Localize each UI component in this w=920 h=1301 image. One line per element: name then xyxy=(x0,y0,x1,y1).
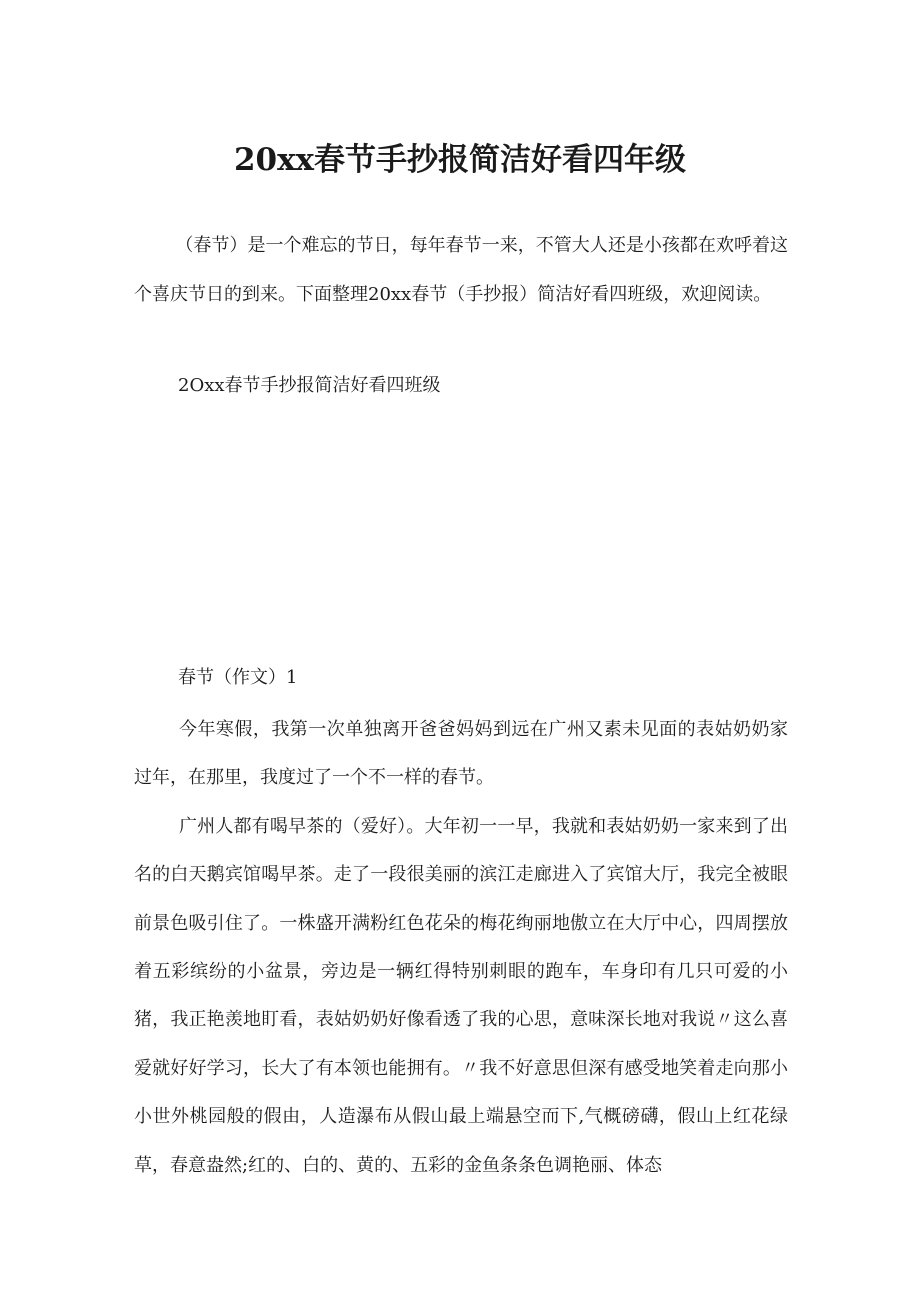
document-title: 20xx春节手抄报简洁好看四年级 xyxy=(233,142,687,178)
essay-heading: 春节（作文）1 xyxy=(178,667,298,688)
subheading: 2Oxx春节手抄报简洁好看四班级 xyxy=(178,375,441,396)
essay-body xyxy=(134,706,788,1190)
intro-paragraph: （春节）是一个难忘的节日，每年春节一来，不管大人还是小孩都在欢呼着这个喜庆节日的到来。下面整理20xx春节（手抄报）简洁好看四班级，欢迎阅读。 xyxy=(134,235,788,305)
essay-paragraph: 广州人都有喝早茶的（爱好）。大年初一一早，我就和表姑奶奶一家来到了出名的白天鹅宾馆喝早茶。走了一段很美丽的滨江走廊进入了宾馆大厅，我完全被眼前景色吸引住了。一株盛开满粉红色花朵的梅花绚丽地傲立在大厅中心，四周摆放着五彩缤纷的小盆景，旁边是一辆红得特别刺眼的跑车，车身印有几只可爱的小猪，我正艳羡地盯看，表姑奶奶好像看透了我的心思，意味深长地对我说〃这么喜爱就好好学习，长大了有本领也能拥有。〃我不好意思但深有感受地笑着走向那小小世外桃园般的假由，人造瀑布从假山最上端悬空而下,气概磅礴，假山上红花绿草，春意盎然;红的、白的、黄的、五彩的金鱼条条色调艳丽、体态 xyxy=(134,815,788,1176)
essay-paragraph: 今年寒假，我第一次单独离开爸爸妈妈到远在广州又素未见面的表姑奶奶家过年，在那里，我度过了一个不一样的春节。 xyxy=(134,719,788,789)
